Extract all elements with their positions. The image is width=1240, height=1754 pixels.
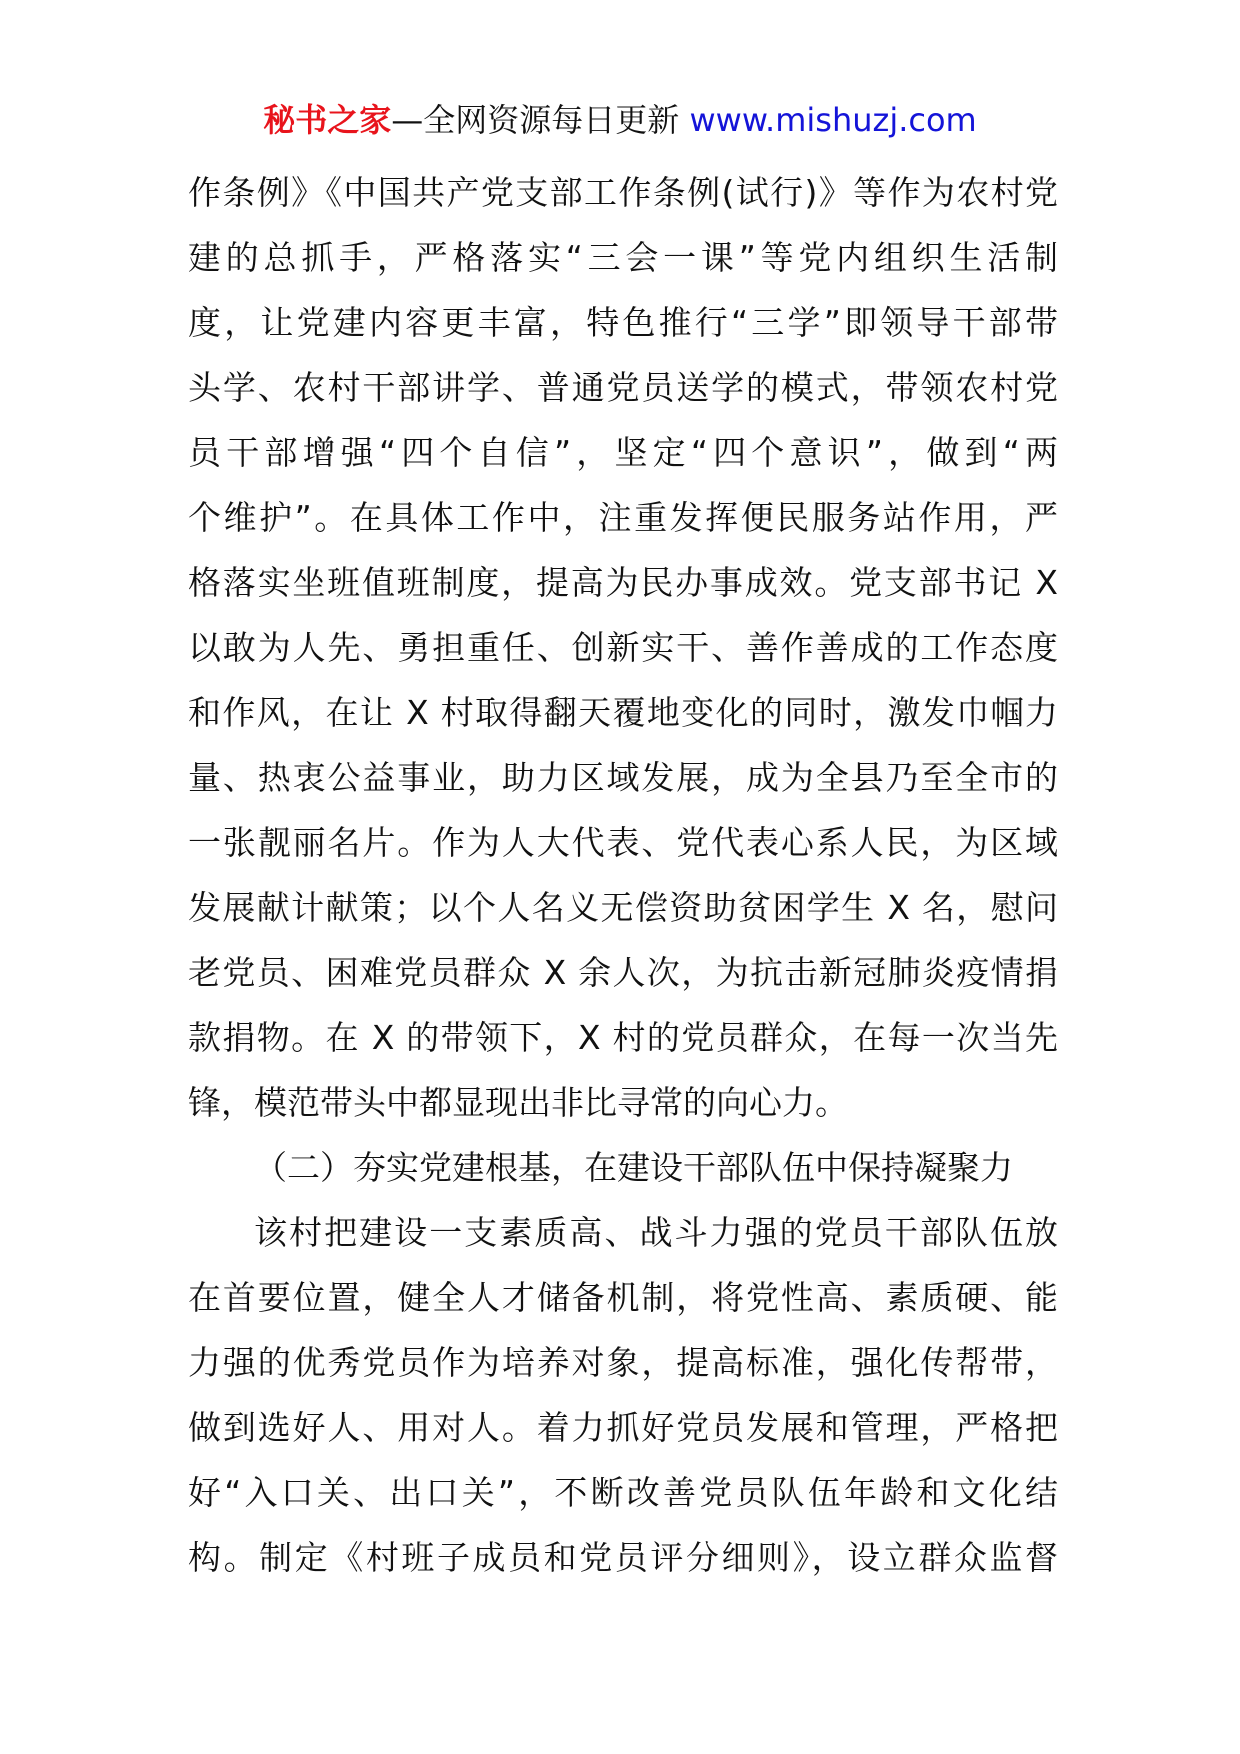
text-line: 老党员、困难党员群众 X 余人次，为抗击新冠肺炎疫情捐 bbox=[188, 953, 1058, 992]
text-line: 一张靓丽名片。作为人大代表、党代表心系人民，为区域 bbox=[188, 823, 1058, 862]
text-line: 以敢为人先、勇担重任、创新实干、善作善成的工作态度 bbox=[188, 628, 1058, 667]
paragraph-1 bbox=[188, 160, 1058, 1135]
text-line: 好“入口关、出口关”，不断改善党员队伍年龄和文化结 bbox=[188, 1473, 1058, 1512]
text-line: 该村把建设一支素质高、战斗力强的党员干部队伍放 bbox=[254, 1213, 1058, 1252]
text-line: 在首要位置，健全人才储备机制，将党性高、素质硬、能 bbox=[188, 1278, 1058, 1317]
site-url-link[interactable]: www.mishuzj.com bbox=[689, 101, 977, 139]
text-line: 发展献计献策；以个人名义无偿资助贫困学生 X 名，慰问 bbox=[188, 888, 1058, 927]
site-slogan: —全网资源每日更新 bbox=[391, 101, 680, 139]
text-line: 款捐物。在 X 的带领下，X 村的党员群众，在每一次当先 bbox=[188, 1018, 1058, 1057]
site-brand: 秘书之家 bbox=[263, 101, 392, 139]
text-line: 度，让党建内容更丰富，特色推行“三学”即领导干部带 bbox=[188, 303, 1058, 342]
text-line: 个维护”。在具体工作中，注重发挥便民服务站作用，严 bbox=[188, 498, 1058, 537]
site-header bbox=[0, 96, 1240, 144]
text-line: 头学、农村干部讲学、普通党员送学的模式，带领农村党 bbox=[188, 368, 1058, 407]
text-line: 构。制定《村班子成员和党员评分细则》，设立群众监督 bbox=[188, 1538, 1058, 1577]
text-line: 锋，模范带头中都显现出非比寻常的向心力。 bbox=[188, 1083, 848, 1122]
text-line: 作条例》《中国共产党支部工作条例(试行)》等作为农村党 bbox=[188, 173, 1058, 212]
text-line: 做到选好人、用对人。着力抓好党员发展和管理，严格把 bbox=[188, 1408, 1058, 1447]
section-heading: （二）夯实党建根基，在建设干部队伍中保持凝聚力 bbox=[254, 1148, 1013, 1187]
document-body bbox=[188, 160, 1058, 1590]
text-line: 和作风，在让 X 村取得翻天覆地变化的同时，激发巾帼力 bbox=[188, 693, 1058, 732]
text-line: 建的总抓手，严格落实“三会一课”等党内组织生活制 bbox=[188, 238, 1058, 277]
text-line: 力强的优秀党员作为培养对象，提高标准，强化传帮带， bbox=[188, 1343, 1058, 1382]
text-line: 员干部增强“四个自信”，坚定“四个意识”，做到“两 bbox=[188, 433, 1058, 472]
text-line: 格落实坐班值班制度，提高为民办事成效。党支部书记 X bbox=[188, 563, 1058, 602]
paragraph-2 bbox=[188, 1200, 1058, 1590]
text-line: 量、热衷公益事业，助力区域发展，成为全县乃至全市的 bbox=[188, 758, 1058, 797]
